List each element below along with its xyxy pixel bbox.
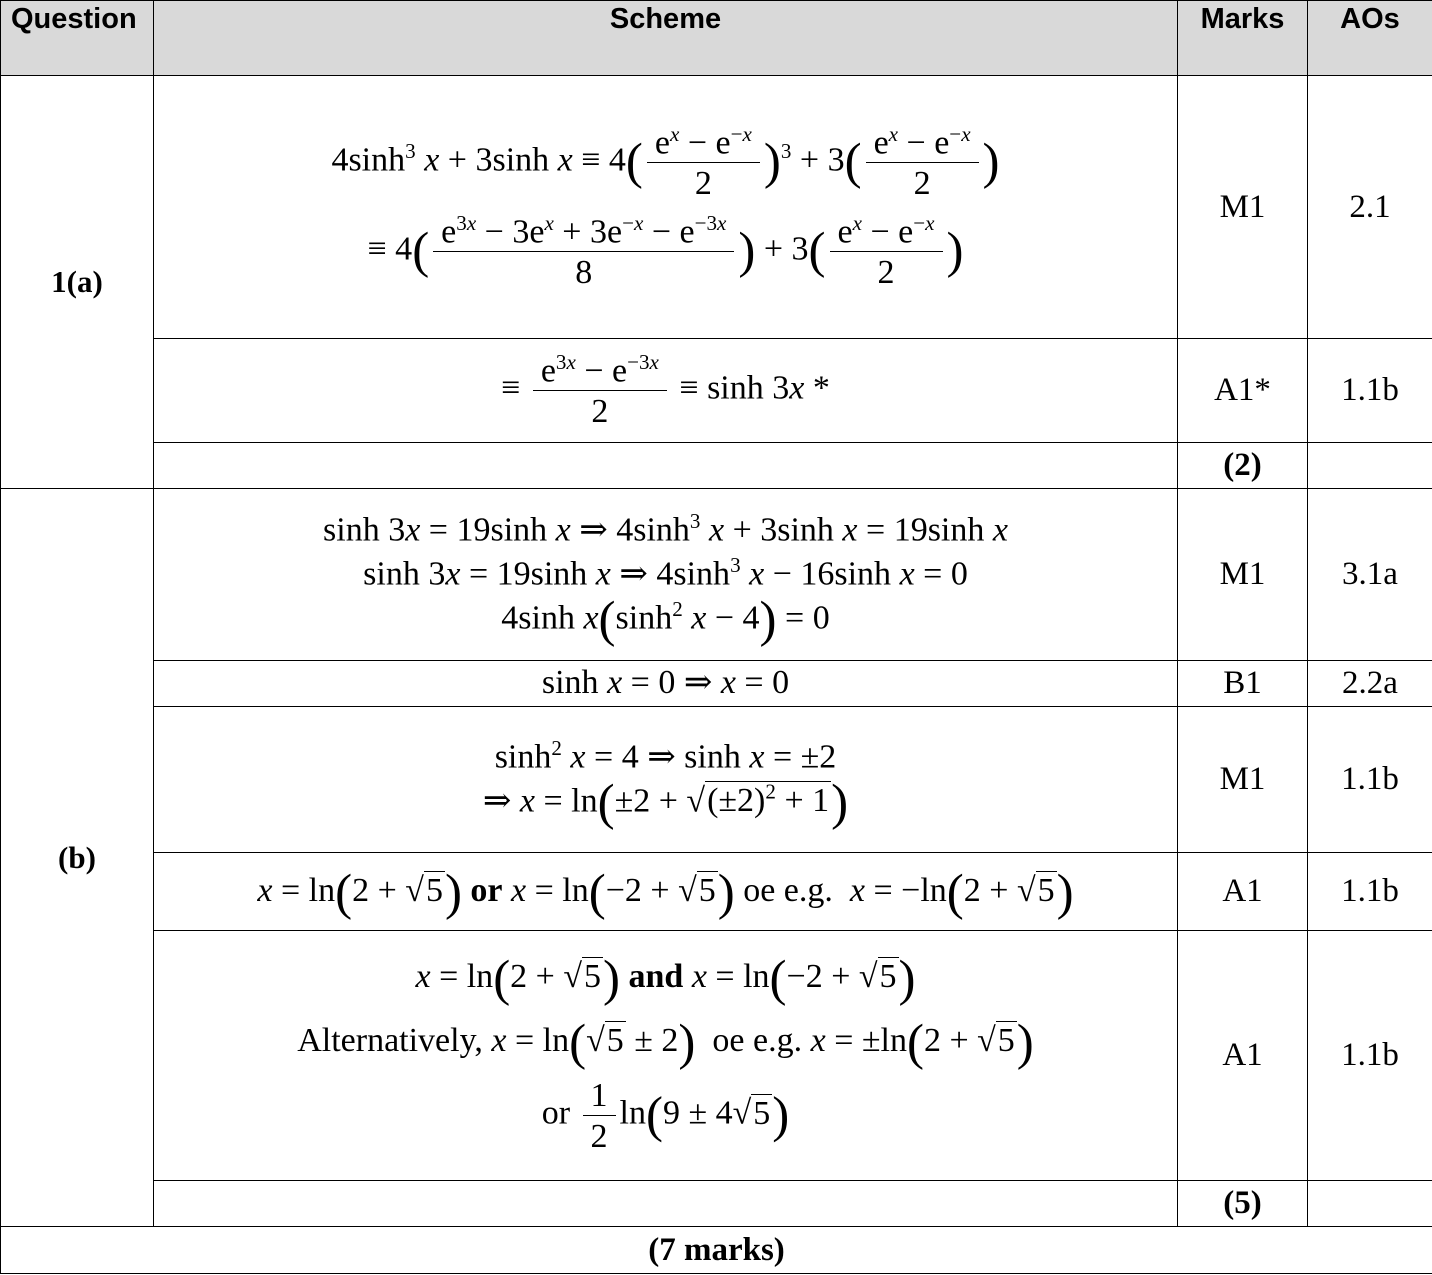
scheme-cell: ≡ $\frac{e^{3x} - e^{-3x}}{2}$ ≡ sinh 3x * <box>154 339 1178 443</box>
header-marks: Marks <box>1178 1 1308 76</box>
question-label-1a: 1(a) <box>1 76 154 489</box>
header-scheme: Scheme <box>154 1 1178 76</box>
scheme-cell: sinh x = 0 ⇒ x = 0 <box>154 661 1178 707</box>
mark-cell: M1 <box>1178 76 1308 339</box>
table-row <box>1 76 1432 339</box>
ao-cell-empty <box>1308 1181 1432 1227</box>
table-row <box>1 443 1432 489</box>
scheme-cell: x = ln(2 + √5) or x = ln(−2 + √5) oe e.g. x = −ln(2 + √5) <box>154 853 1178 931</box>
grand-total-row <box>1 1227 1432 1274</box>
oe-eg-text: oe e.g. <box>712 1021 803 1059</box>
or-word: or <box>470 871 503 909</box>
table-row <box>1 931 1432 1181</box>
question-label-1b: (b) <box>1 489 154 1227</box>
subtotal-1b: (5) <box>1178 1181 1308 1227</box>
mark-cell: A1 <box>1178 853 1308 931</box>
subtotal-1a: (2) <box>1178 443 1308 489</box>
table-row <box>1 661 1432 707</box>
scheme-cell: sinh 3x = 19sinh x ⇒ $4\sinh^3$ x + 3sinh x = 19sinh x sinh 3x = 19sinh x ⇒ $4\sinh^3$ x − 16sinh x = 0 4sinh $x(\sinh^2$ x − 4) = 0 <box>154 489 1178 661</box>
ao-cell: 1.1b <box>1308 931 1432 1181</box>
table-row <box>1 339 1432 443</box>
ao-cell: 1.1b <box>1308 853 1432 931</box>
ao-cell: 1.1b <box>1308 707 1432 853</box>
or-word-2: or <box>541 1094 571 1132</box>
scheme-cell: $\sinh^2 x = 4$ ⇒ sinh x = ±2 ⇒ $x = \ln(\pm 2 + √(\pm 2)^2 + 1)$ <box>154 707 1178 853</box>
header-aos: AOs <box>1308 1 1432 76</box>
alternatively-text: Alternatively, <box>297 1021 483 1059</box>
table-row <box>1 489 1432 661</box>
scheme-cell-empty <box>154 1181 1178 1227</box>
scheme-cell: $4\sinh^3$ x + 3sinh x ≡ 4( $\frac{e^x - e^{-x}}{2}$ )$^3$ + 3( $\frac{e^x - e^{-x}}{2}$ ) ≡ 4( $\frac{e^{3x} - 3e^x + 3e^{-x} - e^{-3x}}{8}$ ) + 3( $\frac{e^x - e^{-x}}{2}$ ) <box>154 76 1178 339</box>
mark-cell: M1 <box>1178 707 1308 853</box>
and-word: and <box>628 958 684 996</box>
ao-cell: 3.1a <box>1308 489 1432 661</box>
mark-cell: A1* <box>1178 339 1308 443</box>
header-question: Question <box>1 1 154 76</box>
ao-cell: 1.1b <box>1308 339 1432 443</box>
table-row <box>1 707 1432 853</box>
grand-total: (7 marks) <box>1 1227 1432 1274</box>
ao-cell: 2.2a <box>1308 661 1432 707</box>
scheme-cell-empty <box>154 443 1178 489</box>
scheme-cell: x = ln(2 + √5) and x = ln(−2 + √5) Alternatively, x = ln(√5 ± 2) oe e.g. x = ±ln(2 + √5) or $\frac{1}{2}$ ln(9 ± 4√5) <box>154 931 1178 1181</box>
header-row <box>1 1 1432 76</box>
oe-eg-text: oe e.g. <box>743 871 833 909</box>
table-row <box>1 1181 1432 1227</box>
ao-cell: 2.1 <box>1308 76 1432 339</box>
table-row <box>1 853 1432 931</box>
ao-cell-empty <box>1308 443 1432 489</box>
mark-cell: M1 <box>1178 489 1308 661</box>
mark-cell: A1 <box>1178 931 1308 1181</box>
mark-cell: B1 <box>1178 661 1308 707</box>
